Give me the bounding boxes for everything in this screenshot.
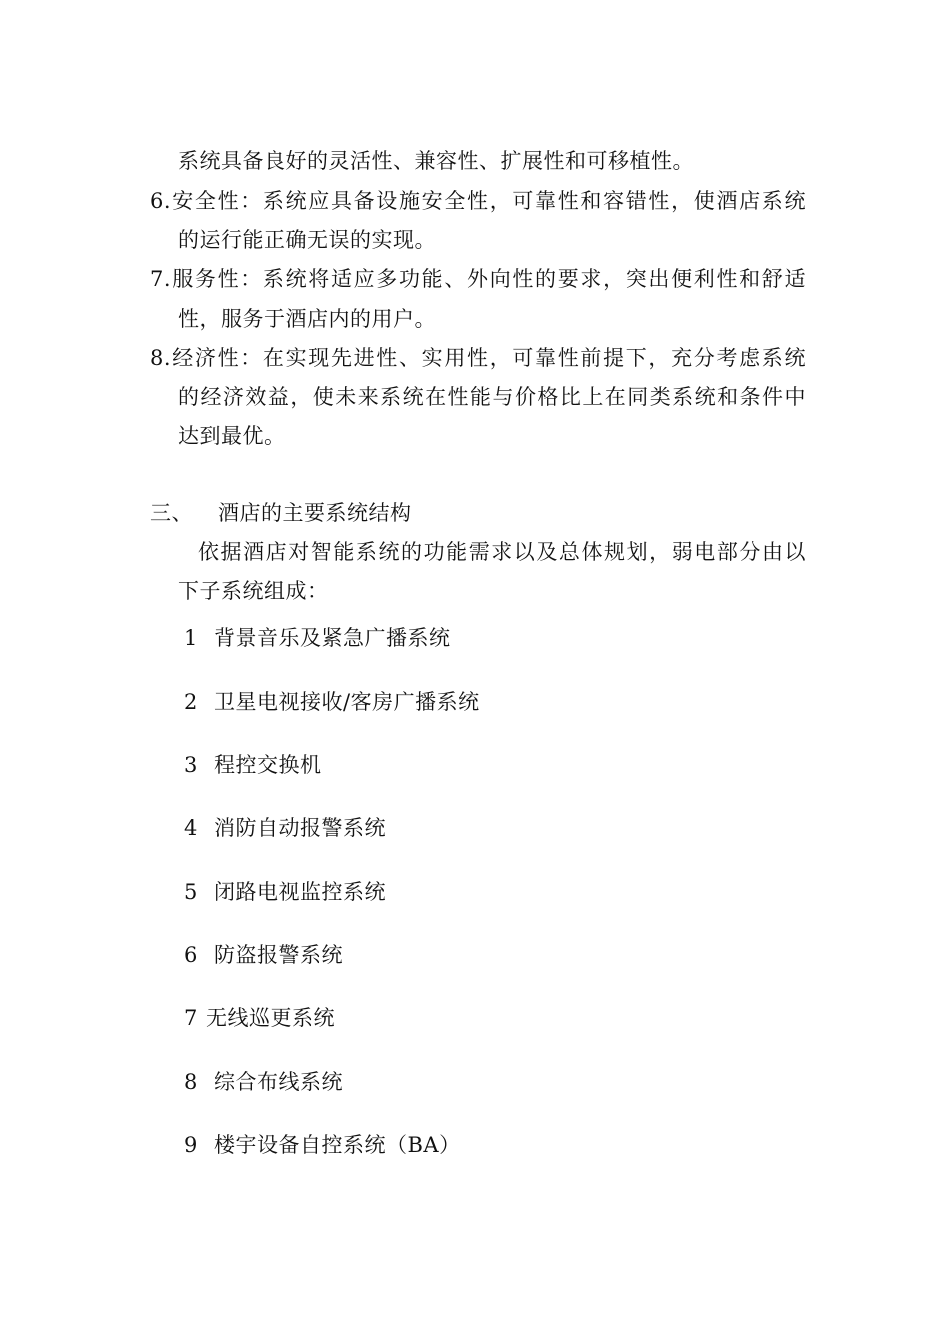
section-intro-line-1: 依据酒店对智能系统的功能需求以及总体规划，弱电部分由以 bbox=[198, 540, 806, 564]
system-label: 闭路电视监控系统 bbox=[214, 880, 386, 904]
system-number: 6 bbox=[184, 943, 198, 967]
system-label: 防盗报警系统 bbox=[214, 943, 343, 967]
system-number: 8 bbox=[184, 1070, 198, 1094]
system-label: 楼宇设备自控系统（BA） bbox=[214, 1133, 461, 1157]
system-list-item bbox=[184, 940, 343, 970]
system-list-item bbox=[184, 750, 322, 780]
system-label: 综合布线系统 bbox=[214, 1070, 343, 1094]
system-label: 程控交换机 bbox=[214, 753, 322, 777]
system-number: 7 bbox=[184, 1006, 198, 1030]
system-number: 5 bbox=[184, 880, 198, 904]
section-title: 酒店的主要系统结构 bbox=[218, 501, 412, 525]
item-6-line-2: 的运行能正确无误的实现。 bbox=[178, 228, 436, 252]
system-list-item bbox=[184, 877, 386, 907]
system-label: 消防自动报警系统 bbox=[214, 816, 386, 840]
item-7-line-2: 性，服务于酒店内的用户。 bbox=[178, 307, 436, 331]
system-list-item bbox=[184, 1130, 461, 1160]
section-number: 三、 bbox=[150, 501, 193, 525]
system-number: 2 bbox=[184, 690, 198, 714]
system-list-item bbox=[184, 1003, 335, 1033]
item-6-line-1: 6.安全性：系统应具备设施安全性，可靠性和容错性，使酒店系统 bbox=[150, 189, 806, 213]
system-list-item bbox=[184, 687, 480, 717]
section-intro-line-2: 下子系统组成： bbox=[178, 579, 329, 603]
system-number: 1 bbox=[184, 626, 198, 650]
item-8-line-2: 的经济效益，使未来系统在性能与价格比上在同类系统和条件中 bbox=[178, 385, 806, 409]
system-label: 背景音乐及紧急广播系统 bbox=[214, 626, 451, 650]
system-label: 无线巡更系统 bbox=[206, 1006, 335, 1030]
system-list-item bbox=[184, 1067, 343, 1097]
system-number: 4 bbox=[184, 816, 198, 840]
system-number: 9 bbox=[184, 1133, 198, 1157]
item-7-line-1: 7.服务性：系统将适应多功能、外向性的要求，突出便利性和舒适 bbox=[150, 267, 806, 291]
system-list-item bbox=[184, 623, 451, 653]
item-8-line-3: 达到最优。 bbox=[178, 424, 286, 448]
system-list-item bbox=[184, 813, 386, 843]
item-8-line-1: 8.经济性：在实现先进性、实用性，可靠性前提下，充分考虑系统 bbox=[150, 346, 806, 370]
paragraph-line: 系统具备良好的灵活性、兼容性、扩展性和可移植性。 bbox=[178, 149, 694, 173]
system-number: 3 bbox=[184, 753, 198, 777]
system-label: 卫星电视接收/客房广播系统 bbox=[214, 690, 480, 714]
